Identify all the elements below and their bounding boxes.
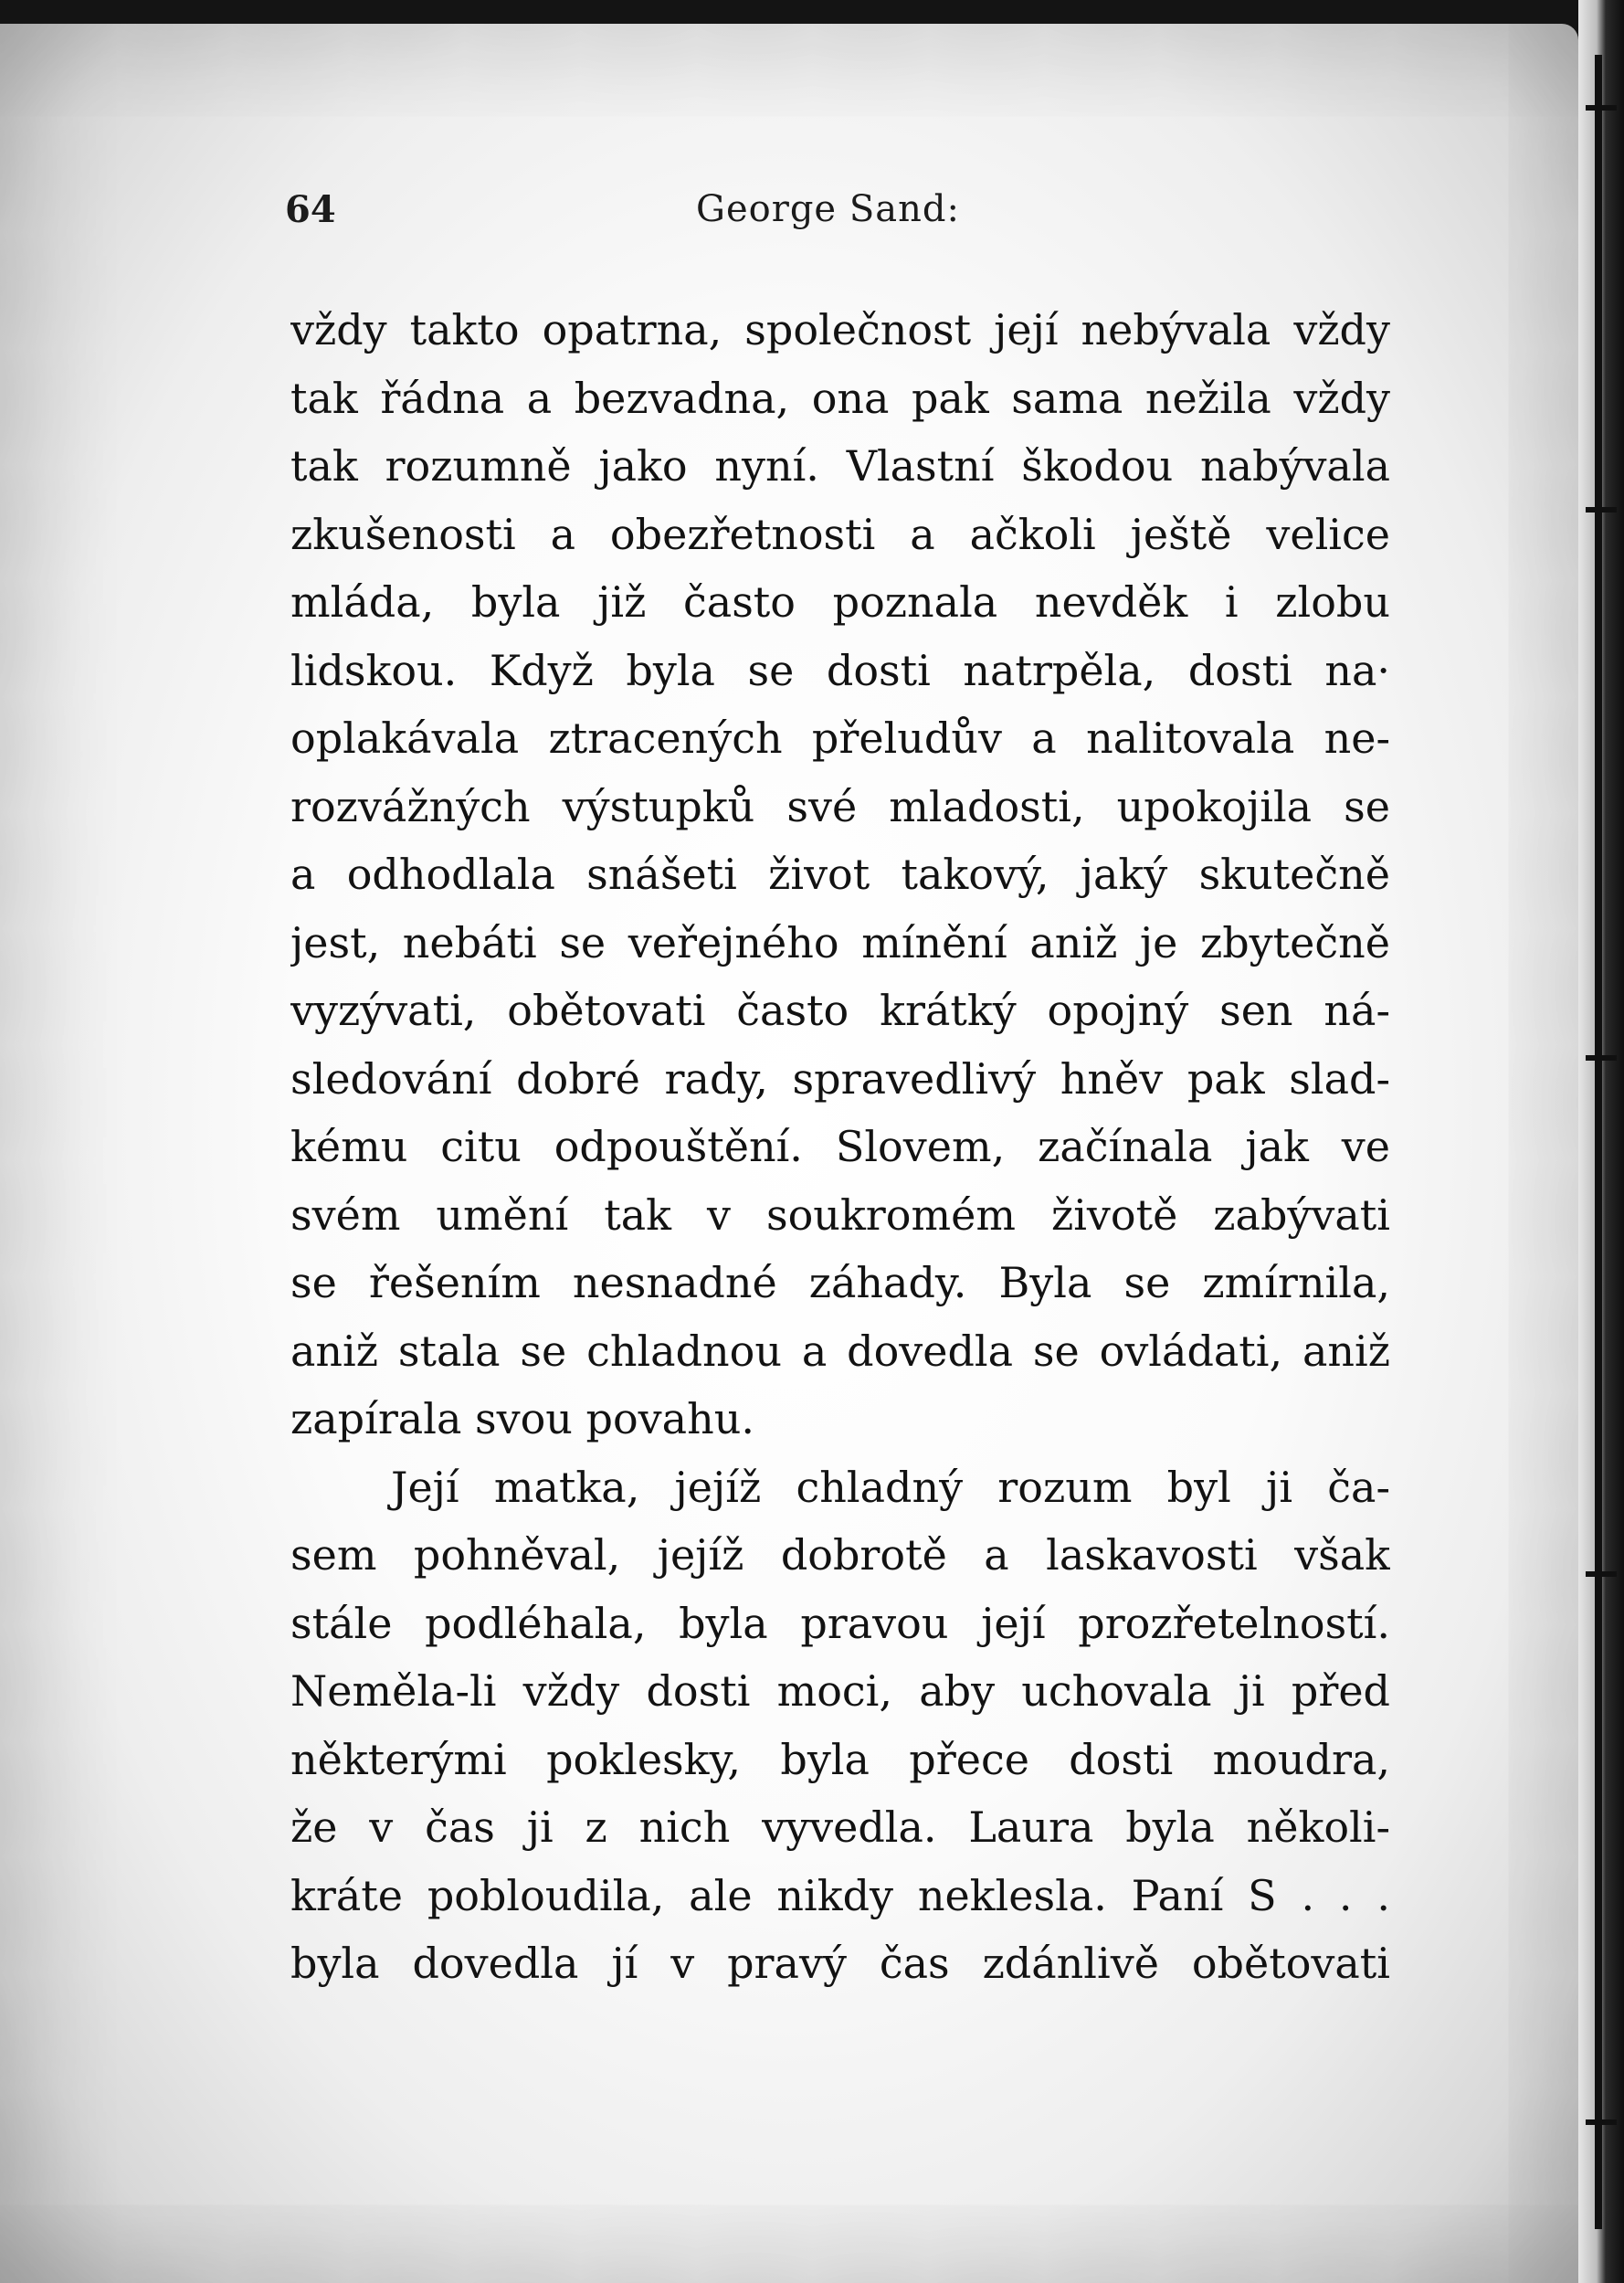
paragraph-start-line: Její matka, jejíž chladný rozum byl ji ča-: [391, 1462, 1390, 1512]
page-header: [285, 188, 1381, 243]
text-line: stále podléhala, byla pravou její prozřetelností.: [290, 1598, 1390, 1648]
text-line: aniž stala se chladnou a dovedla se ovládati, aniž: [290, 1326, 1390, 1376]
text-line: mláda, byla již často poznala nevděk i zlobu: [290, 577, 1390, 627]
text-line: kráte pobloudila, ale nikdy neklesla. Paní S . . .: [290, 1870, 1390, 1920]
text-line: lidskou. Když byla se dosti natrpěla, dosti na·: [290, 645, 1390, 695]
text-line: byla dovedla jí v pravý čas zdánlivě obětovati: [290, 1939, 1390, 1988]
running-head: George Sand:: [696, 188, 960, 230]
text-line: sledování dobré rady, spravedlivý hněv pak slad-: [290, 1053, 1390, 1104]
text-line: tak rozumně jako nyní. Vlastní škodou nabývala: [290, 441, 1390, 491]
text-line: svém umění tak v soukromém životě zabývati: [290, 1189, 1390, 1240]
text-line: Neměla-li vždy dosti moci, aby uchovala ji před: [290, 1666, 1390, 1716]
binding-stitch: [1586, 105, 1617, 111]
page-paper: [0, 24, 1578, 2283]
text-line: vyzývati, obětovati často krátký opojný sen ná-: [290, 986, 1390, 1035]
paragraph-end-line: zapírala svou povahu.: [290, 1394, 754, 1443]
binding-thread: [1595, 55, 1602, 2229]
binding-stitch: [1586, 1571, 1617, 1577]
text-line: oplakávala ztracených přeludův a nalitovala ne-: [290, 713, 1390, 763]
text-line: sem pohněval, jejíž dobrotě a laskavosti však: [290, 1530, 1390, 1580]
text-line: kému citu odpouštění. Slovem, začínala jak ve: [290, 1122, 1390, 1171]
page-number: 64: [285, 188, 336, 231]
body-text: [290, 296, 1390, 1998]
binding-stitch: [1586, 2119, 1617, 2125]
text-line: tak řádna a bezvadna, ona pak sama nežila vždy: [290, 373, 1390, 423]
text-line: že v čas ji z nich vyvedla. Laura byla několi-: [290, 1802, 1390, 1852]
text-line: vždy takto opatrna, společnost její nebývala vždy: [290, 305, 1390, 354]
text-line: některými poklesky, byla přece dosti moudra,: [290, 1734, 1390, 1784]
binding-stitch: [1586, 507, 1617, 513]
binding-stitch: [1586, 1055, 1617, 1061]
text-line: zkušenosti a obezřetnosti a ačkoli ještě velice: [290, 509, 1390, 559]
text-line: a odhodlala snášeti život takový, jaký skutečně: [290, 850, 1390, 899]
book-spine-edge: [1578, 0, 1624, 2283]
text-line: rozvážných výstupků své mladosti, upokojila se: [290, 781, 1390, 831]
text-line: se řešením nesnadné záhady. Byla se zmírnila,: [290, 1258, 1390, 1307]
text-line: jest, nebáti se veřejného mínění aniž je zbytečně: [290, 917, 1390, 967]
